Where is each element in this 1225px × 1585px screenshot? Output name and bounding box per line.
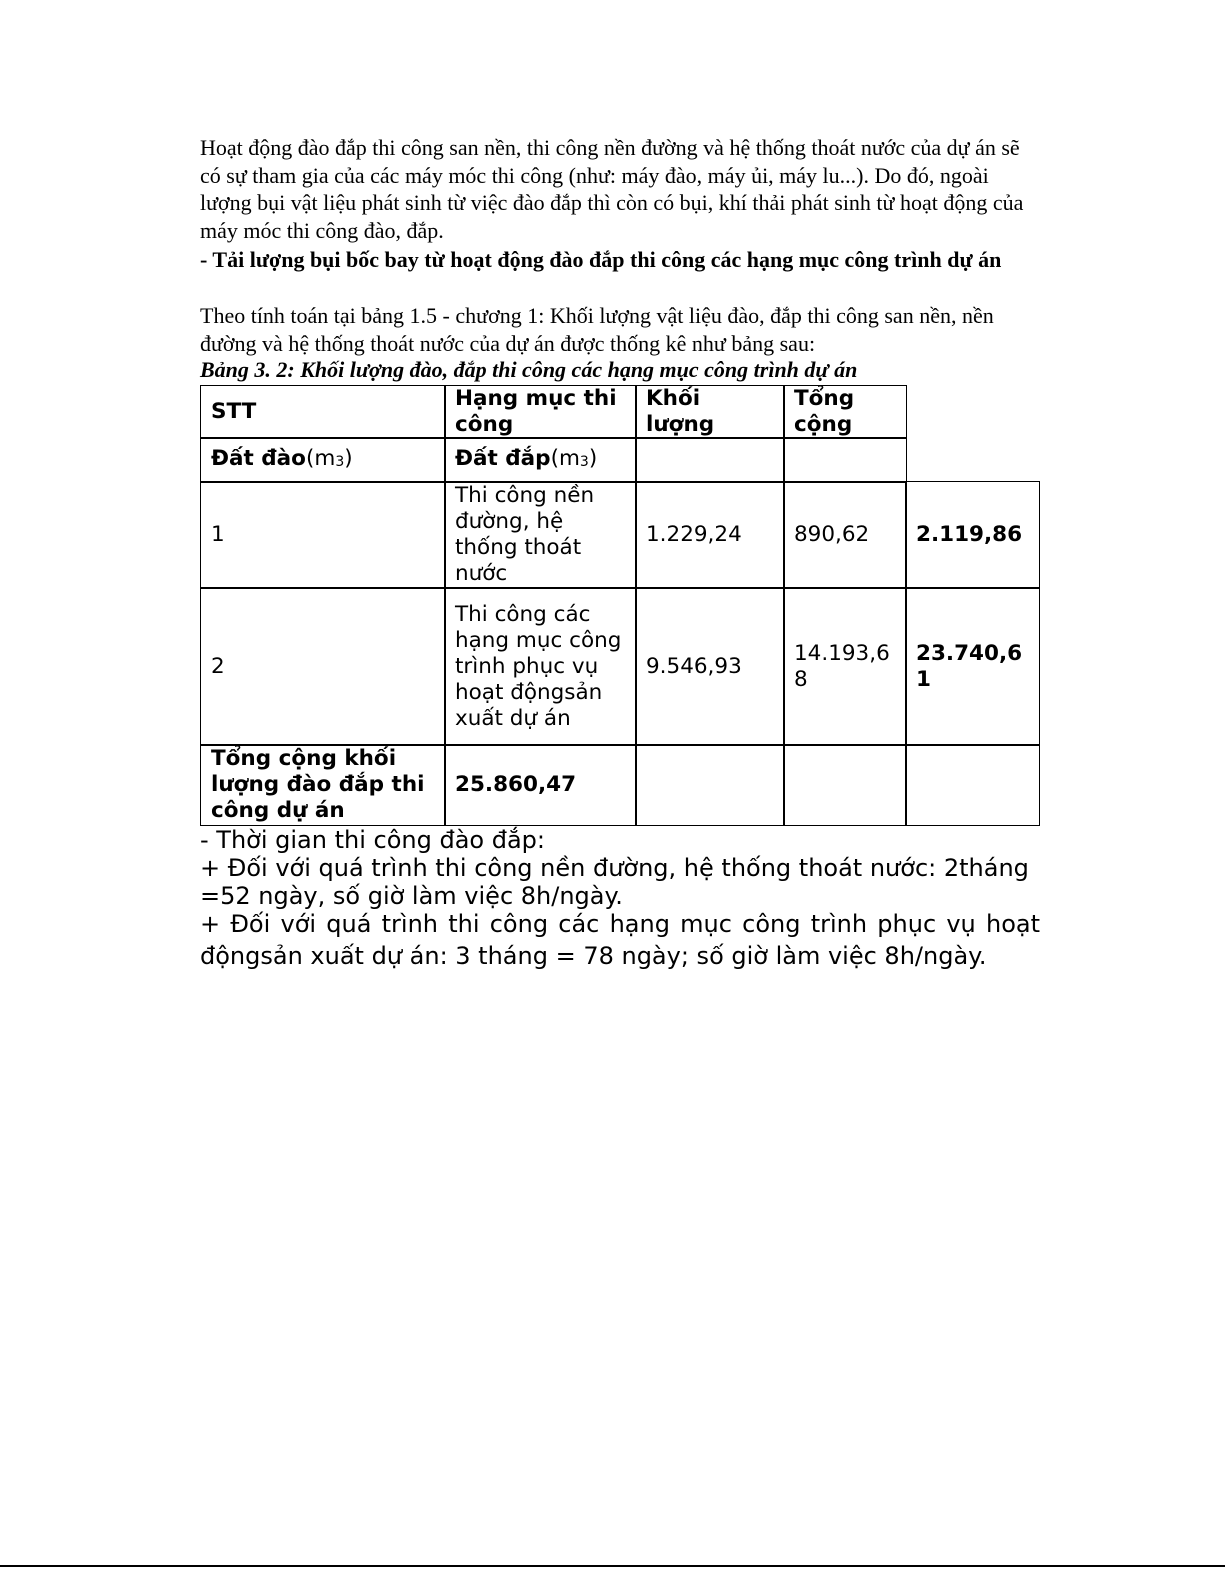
row1-fill: 890,62 bbox=[783, 481, 907, 589]
subheader-fill: Đất đắp(m3) bbox=[444, 437, 637, 483]
construction-time-title: - Thời gian thi công đào đắp: bbox=[200, 826, 545, 854]
calculation-note: Theo tính toán tại bảng 1.5 - chương 1: Khối lượng vật liệu đào, đắp thi công san nền, nền đường và hệ thống thoát nước của dự án được thống kê như bảng sau: bbox=[200, 303, 994, 356]
intro-paragraph: Hoạt động đào đắp thi công san nền, thi công nền đường và hệ thống thoát nước của dự án sẽ có sự tham gia của các máy móc thi công (như: máy đào, máy ủi, máy lu...). Do đó, ngoài lượng bụi vật liệu phát sinh từ việc đào đắp thì còn có bụi, khí thải phát sinh từ hoạt động của máy móc thi công đào, đắp. bbox=[200, 135, 1024, 243]
construction-time bbox=[200, 826, 1040, 975]
row2-item: Thi công các hạng mục công trình phục vụ hoạt độngsản xuất dự án bbox=[444, 587, 637, 746]
grand-total-label: Tổng cộng khối lượng đào đắp thi công dự án bbox=[200, 744, 446, 826]
header-total: Tổng cộng bbox=[783, 385, 907, 439]
header-volume: Khối lượng bbox=[635, 385, 785, 439]
grand-total-empty-1 bbox=[635, 744, 785, 826]
road-time-line-2: =52 ngày, số giờ làm việc 8h/ngày. bbox=[200, 882, 623, 910]
table-caption: Bảng 3. 2: Khối lượng đào, đắp thi công các hạng mục công trình dự án bbox=[200, 357, 858, 382]
header-item: Hạng mục thi công bbox=[444, 385, 637, 439]
subheader-empty-2 bbox=[783, 437, 907, 483]
grand-total-empty-3 bbox=[905, 744, 1040, 826]
row1-excavation: 1.229,24 bbox=[635, 481, 785, 589]
production-time-line-2: độngsản xuất dự án: 3 tháng = 78 ngày; số giờ làm việc 8h/ngày. bbox=[200, 942, 987, 970]
grand-total-value: 25.860,47 bbox=[444, 744, 637, 826]
production-time-line-1: + Đối với quá trình thi công các hạng mục công trình phục vụ hoạt bbox=[200, 910, 1040, 938]
row2-total: 23.740,61 bbox=[905, 587, 1040, 746]
row1-item: Thi công nền đường, hệ thống thoát nước bbox=[444, 481, 637, 589]
page-bottom-rule bbox=[0, 1565, 1225, 1567]
row1-total: 2.119,86 bbox=[905, 481, 1040, 589]
subheader-empty-1 bbox=[635, 437, 785, 483]
subheader-excavation: Đất đào(m3) bbox=[200, 437, 446, 483]
row2-fill: 14.193,68 bbox=[783, 587, 907, 746]
header-stt: STT bbox=[200, 385, 446, 439]
row2-excavation: 9.546,93 bbox=[635, 587, 785, 746]
row2-stt: 2 bbox=[200, 587, 446, 746]
grand-total-empty-2 bbox=[783, 744, 907, 826]
section-heading: - Tải lượng bụi bốc bay từ hoạt động đào đắp thi công các hạng mục công trình dự án bbox=[200, 247, 1002, 272]
road-time-line-1: + Đối với quá trình thi công nền đường, hệ thống thoát nước: 2tháng bbox=[200, 854, 1029, 882]
row1-stt: 1 bbox=[200, 481, 446, 589]
